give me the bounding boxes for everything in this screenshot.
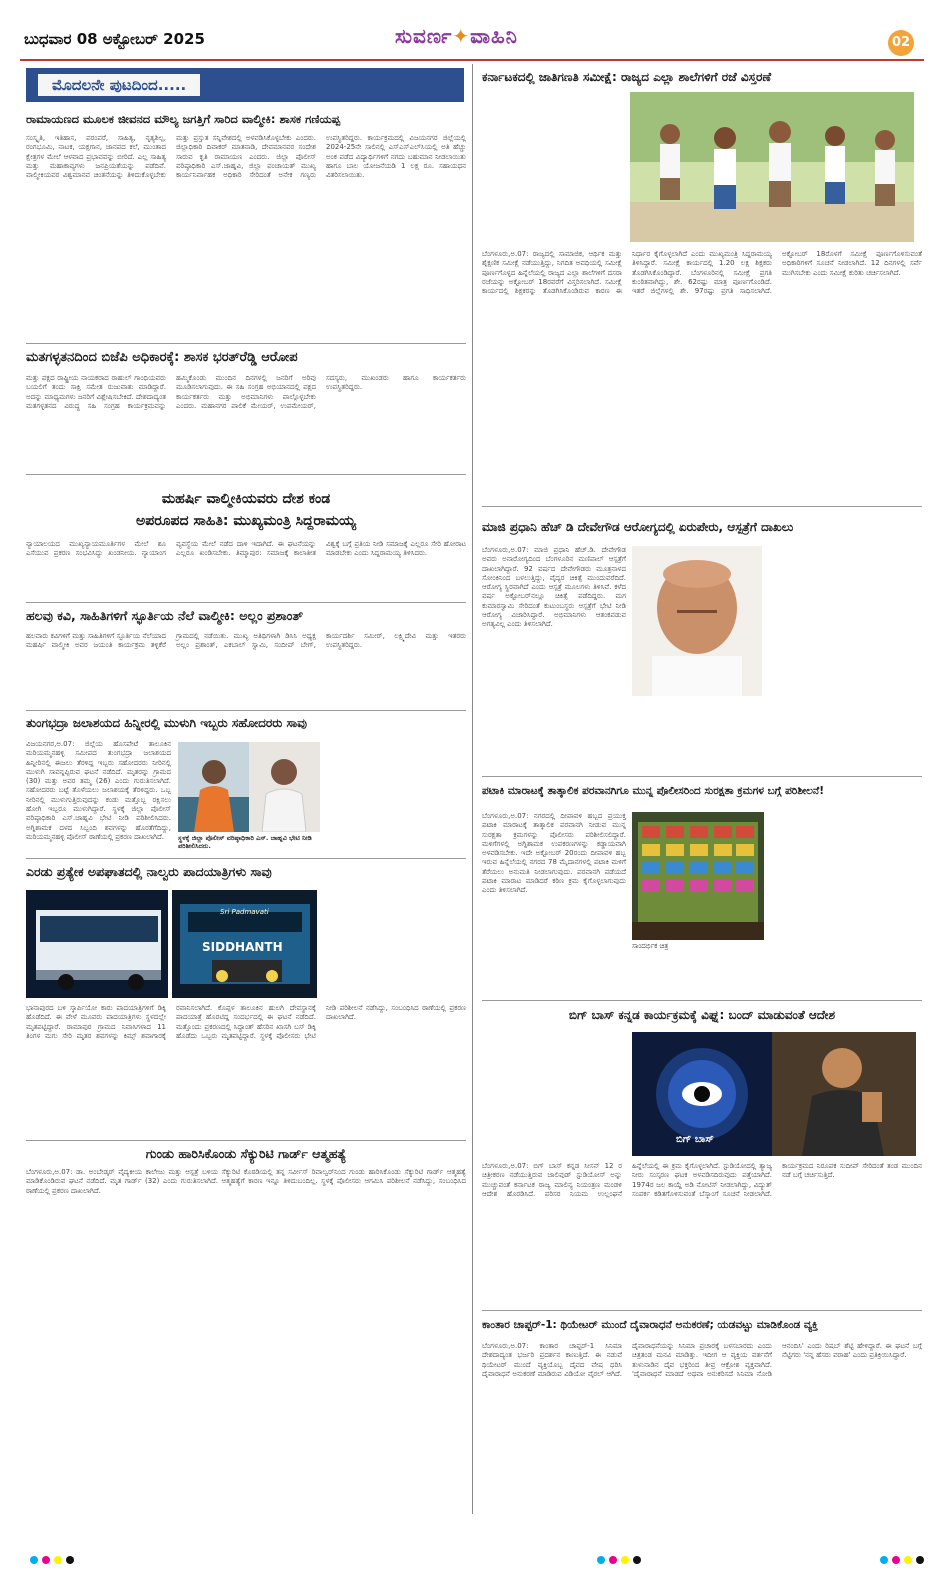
bjp-headline: ಮತಗಳ್ಳತನದಿಂದ ಬಿಜೆಪಿ ಅಧಿಕಾರಕ್ಕೆ: ಶಾಸಕ ಭರತ್‌ರೆಡ್ಡಿ ಆರೋಪ <box>26 350 298 365</box>
separator <box>26 602 466 603</box>
accident-headline: ಎರಡು ಪ್ರತ್ಯೇಕ ಅಪಘಾತದಲ್ಲಿ ನಾಲ್ವರು ಪಾದಯಾತ್ರಿಗಳು ಸಾವು <box>26 864 272 879</box>
survey-headline: ಕರ್ನಾಟಕದಲ್ಲಿ ಜಾತಿಗಣತಿ ಸಮೀಕ್ಷೆ: ರಾಜ್ಯದ ಎಲ್ಲಾ ಶಾಲೆಗಳಿಗೆ ರಜೆ ವಿಸ್ತರಣೆ <box>482 70 772 84</box>
bigboss-headline: ಬಿಗ್ ಬಾಸ್ ಕನ್ನಡ ಕಾರ್ಯಕ್ರಮಕ್ಕೆ ವಿಘ್ನ: ಬಂದ್ ಮಾಡುವಂತೆ ಆದೇಶ <box>568 1008 836 1022</box>
tungabhadra-body-cont <box>326 742 466 852</box>
crackers-photo <box>632 812 764 940</box>
masthead-rule <box>20 59 924 61</box>
bigboss-photo <box>632 1032 916 1156</box>
cm-body: ನ್ಯಾಯಾಲಯದ ಮುಖ್ಯನ್ಯಾಯಮೂರ್ತಿಗಳ ಮೇಲೆ ಶೂ ಎಸೆಯುವ ಪ್ರಕರಣ ಸಂಭವಿಸಿದ್ದು ಖಂಡನೀಯ. ನ್ಯಾಯಾಂಗ ವ್ಯವಸ್ಥೆಯ ಮೇಲೆ ನಡೆದ ದಾಳಿ ಇದಾಗಿದೆ. ಈ ಘಟನೆಯನ್ನು ಎಲ್ಲರೂ ಖಂಡಿಸಬೇಕು. ತಿಮ್ಮಾಪುರ: ಸಮಾಜಕ್ಕೆ ಕಾಲಾತೀತ ವಿಶ್ವಕ್ಕೆ ಬಗ್ಗೆ ಪ್ರತಿಯ ನೀಡಿ ಸಮಾಜಕ್ಕೆ ಎಲ್ಲರೂ ಸೇರಿ ಹೋರಾಟ ಮಾಡಬೇಕು ಎಂದು ಸಿದ್ದರಾಮಯ್ಯ ತಿಳಿಸಿದರು. <box>26 540 466 558</box>
devegowda-body-cont <box>768 546 918 766</box>
section-label: ಮೊದಲನೇ ಪುಟದಿಂದ..... <box>38 74 200 96</box>
separator <box>482 1310 922 1311</box>
logo-emblem-icon: ✦ <box>452 24 471 48</box>
registration-marks-left <box>30 1556 74 1564</box>
separator <box>26 1140 466 1141</box>
section-header <box>26 68 464 102</box>
devegowda-headline: ಮಾಜಿ ಪ್ರಧಾನಿ ಹೆಚ್ ಡಿ ದೇವೇಗೌಡ ಆರೋಗ್ಯದಲ್ಲಿ ಏರುಪೇರು, ಆಸ್ಪತ್ರೆಗೆ ದಾಖಲು <box>482 520 794 534</box>
allam-body: ಹಲವಾರು ಕವಿಗಳಿಗೆ ಮತ್ತು ಸಾಹಿತಿಗಳಿಗೆ ಸ್ಫೂರ್ತಿಯ ನೆಲೆಯಾದ ಮಹರ್ಷಿ ವಾಲ್ಮೀಕಿ ಅವರ ಜಯಂತಿ ಕಾರ್ಯಕ್ರಮ ತಳ್ಳಿಕೆರೆ ಗ್ರಾಮದಲ್ಲಿ ನಡೆಯಿತು. ಮುಖ್ಯ ಅತಿಥಿಗಳಾಗಿ ಡಿಸಿಸಿ ಅಧ್ಯಕ್ಷ ಅಲ್ಲಂ ಪ್ರಶಾಂತ್, ಎಕಬಾಲ್ ಸ್ವಾಮಿ, ಸಂದೀಪ್ ಬೇಗ್, ಕಾರ್ಯದರ್ಶಿ ಸಮೀರ್, ಲಕ್ಷ್ಮಿದೇವಿ ಮತ್ತು ಇತರರು ಉಪಸ್ಥಿತರಿದ್ದರು. <box>26 632 466 650</box>
separator <box>26 858 466 859</box>
issue-date: ಬುಧವಾರ 08 ಅಕ್ಟೋಬರ್ 2025 <box>24 30 205 48</box>
bus-photo-left <box>26 890 168 998</box>
separator <box>26 710 466 711</box>
page-number: 02 <box>888 30 914 56</box>
kantara-headline: ಕಾಂತಾರ ಚಾಪ್ಟರ್-1: ಥಿಯೇಟರ್ ಮುಂದೆ ದೈವಾರಾಧನೆ ಅನುಕರಣೆ; ಯಡವಟ್ಟು ಮಾಡಿಕೊಂಡ ವ್ಯಕ್ತಿ <box>482 1319 818 1331</box>
bjp-body: ಮತ್ತು ಪಕ್ಷದ ರಾಷ್ಟ್ರೀಯ ನಾಯಕರಾದ ರಾಹುಲ್ ಗಾಂಧಿಯವರು ಬಯಲಿಗೆ ತಂದು ಸಾಕ್ಷಿ ಸಮೇತ ರುಜುವಾತು ಮಾಡಿದ್ದಾರೆ. ಅದನ್ನು ಮಾಧ್ಯಮಗಳು ಜನರಿಗೆ ವಿಶ್ಲೇಷಿಸಬೇಕಿದೆ. ದೇಶದಾದ್ಯಂತ ಮತಗಳ್ಳತನದ ವಿರುದ್ಧ ಸಹಿ ಸಂಗ್ರಹ ಕಾರ್ಯಕ್ರಮವನ್ನು ಹಮ್ಮಿಕೊಂಡು ಮುಂದಿನ ದಿನಗಳಲ್ಲಿ ಜನರಿಗೆ ಅರಿವು ಮೂಡಿಸಲಾಗುವುದು. ಈ ಸಹಿ ಸಂಗ್ರಹ ಅಭಿಯಾನದಲ್ಲಿ ಪಕ್ಷದ ಕಾರ್ಯಕರ್ತರು ಮತ್ತು ಅಭಿಮಾನಿಗಳು ಪಾಲ್ಗೊಳ್ಳಬೇಕು ಎಂದರು. ಮಹಾನಗರ ಪಾಲಿಕೆ ಮೇಯರ್, ಉಪಮೇಯರ್, ಸದಸ್ಯರು, ಮುಖಂಡರು ಹಾಗೂ ಕಾರ್ಯಕರ್ತರು ಉಪಸ್ಥಿತರಿದ್ದರು. <box>26 374 466 410</box>
crackers-body-cont <box>770 812 918 992</box>
guard-headline: ಗುಂಡು ಹಾರಿಸಿಕೊಂಡು ಸೆಕ್ಯುರಿಟಿ ಗಾರ್ಡ್ ಆತ್ಮಹತ್ಯೆ <box>145 1146 347 1161</box>
separator <box>482 506 922 507</box>
separator <box>482 1000 922 1001</box>
bus-photo-right <box>172 890 317 998</box>
brothers-photo-caption: ಸ್ಥಳಕ್ಕೆ ಜಿಲ್ಲಾ ಪೊಲೀಸ್ ವರಿಷ್ಠಾಧಿಕಾರಿ ಎಸ್. ಜಾಹ್ನವಿ ಭೇಟಿ ನೀಡಿ ಪರಿಶೀಲಿಸಿದರು. <box>178 834 312 850</box>
crackers-headline: ಪಟಾಕಿ ಮಾರಾಟಕ್ಕೆ ತಾತ್ಕಾಲಿಕ ಪರವಾನಗಿಗೂ ಮುನ್ನ ಪೊಲೀಸರಿಂದ ಸುರಕ್ಷತಾ ಕ್ರಮಗಳ ಬಗ್ಗೆ ಪರಿಶೀಲನೆ! <box>482 785 824 797</box>
column-divider <box>472 64 473 1514</box>
kantara-body: ಬೆಂಗಳೂರು,ಅ.07: ಕಾಂತಾರ ಚಾಪ್ಟರ್-1 ಸಿನಿಮಾ ದೇಶದಾದ್ಯಂತ ಭರ್ಜರಿ ಪ್ರದರ್ಶನ ಕಾಣುತ್ತಿದೆ. ಈ ನಡುವೆ ಥಿಯೇಟರ್ ಮುಂದೆ ವ್ಯಕ್ತಿಯೊಬ್ಬ ದೈವದ ವೇಷ ಧರಿಸಿ ದೈವಾರಾಧನೆ ಅನುಕರಣೆ ಮಾಡಿರುವ ವಿಡಿಯೋ ವೈರಲ್ ಆಗಿದೆ. ದೈವಾರಾಧನೆಯನ್ನು ಸಿನಿಮಾ ಪ್ರಚಾರಕ್ಕೆ ಬಳಸಬಾರದು ಎಂದು ಚಿತ್ರತಂಡ ಮನವಿ ಮಾಡಿತ್ತು. ಇದೀಗ ಆ ವ್ಯಕ್ತಿಯ ವರ್ತನೆಗೆ ತುಳುನಾಡಿನ ದೈವ ಭಕ್ತರಿಂದ ತೀವ್ರ ಆಕ್ರೋಶ ವ್ಯಕ್ತವಾಗಿದೆ. 'ದೈವಾರಾಧನೆ ಮಾಡದೆ ಅಥವಾ ಅನುಕರಿಸದೆ ಸಿನಿಮಾ ನೋಡಿ ಆನಂದಿಸಿ' ಎಂದು ರಿಷಬ್ ಶೆಟ್ಟಿ ಹೇಳಿದ್ದಾರೆ. ಈ ಘಟನೆ ಬಗ್ಗೆ ನೆಟ್ಟಿಗರು 'ನನ್ನ ಹೆಸರು ವರಾಹ' ಎಂದು ಪ್ರತಿಕ್ರಿಯಿಸಿದ್ದಾರೆ. <box>482 1342 922 1378</box>
bigboss-body-intro <box>482 1032 626 1156</box>
bigboss-body: ಬೆಂಗಳೂರು,ಅ.07: ಬಿಗ್ ಬಾಸ್ ಕನ್ನಡ ಸೀಸನ್ 12 ರ ಚಿತ್ರೀಕರಣ ನಡೆಯುತ್ತಿರುವ ಜಾಲಿವುಡ್ ಸ್ಟುಡಿಯೋಸ್ ಅನ್ನು ಮುಚ್ಚುವಂತೆ ಕರ್ನಾಟಕ ರಾಜ್ಯ ಮಾಲಿನ್ಯ ನಿಯಂತ್ರಣ ಮಂಡಳಿ ಆದೇಶ ಹೊರಡಿಸಿದೆ. ಪರಿಸರ ನಿಯಮ ಉಲ್ಲಂಘನೆ ಹಿನ್ನೆಲೆಯಲ್ಲಿ ಈ ಕ್ರಮ ಕೈಗೊಳ್ಳಲಾಗಿದೆ. ಸ್ಟುಡಿಯೋದಲ್ಲಿ ತ್ಯಾಜ್ಯ ನೀರು ಸಂಸ್ಕರಣ ಘಟಕ ಅಳವಡಿಸದಿರುವುದು ಪತ್ತೆಯಾಗಿದೆ. 1974ರ ಜಲ ಕಾಯ್ದೆ ಅಡಿ ನೋಟಿಸ್ ನೀಡಲಾಗಿದ್ದು, ವಿದ್ಯುತ್ ಸಂಪರ್ಕ ಕಡಿತಗೊಳಿಸುವಂತೆ ಬೆಸ್ಕಾಂಗೆ ಸೂಚನೆ ನೀಡಲಾಗಿದೆ. ಕಾರ್ಯಕ್ರಮದ ನಿರೂಪಕ ಸುದೀಪ್ ಸೇರಿದಂತೆ ತಂಡ ಮುಂದಿನ ನಡೆ ಬಗ್ಗೆ ಚರ್ಚಿಸುತ್ತಿದೆ. <box>482 1162 922 1198</box>
tungabhadra-body: ವಿಜಯನಗರ,ಅ.07: ಜಿಲ್ಲೆಯ ಹೊಸಪೇಟೆ ತಾಲೂಕಿನ ಮರಿಯಮ್ಮನಹಳ್ಳಿ ಸಮೀಪದ ತುಂಗಭದ್ರಾ ಜಲಾಶಯದ ಹಿನ್ನೀರಿನಲ್ಲಿ ಈಜಲು ತೆರಳಿದ್ದ ಇಬ್ಬರು ಸಹೋದರರು ನೀರಿನಲ್ಲಿ ಮುಳುಗಿ ಸಾವನ್ನಪ್ಪಿರುವ ಘಟನೆ ನಡೆದಿದೆ. ಮೃತರನ್ನು ಗ್ರಾಮದ (30) ಮತ್ತು ಅವರ ತಮ್ಮ (26) ಎಂದು ಗುರುತಿಸಲಾಗಿದೆ. ಸಹೋದರರು ಬಟ್ಟೆ ತೊಳೆಯಲು ಜಲಾಶಯಕ್ಕೆ ತೆರಳಿದ್ದರು. ಒಬ್ಬ ನೀರಿನಲ್ಲಿ ಮುಳುಗುತ್ತಿರುವುದನ್ನು ಕಂಡು ಮತ್ತೊಬ್ಬ ರಕ್ಷಿಸಲು ಹೋಗಿ ಇಬ್ಬರೂ ಮುಳುಗಿದ್ದಾರೆ. ಸ್ಥಳಕ್ಕೆ ಜಿಲ್ಲಾ ಪೊಲೀಸ್ ವರಿಷ್ಠಾಧಿಕಾರಿ ಎಸ್.ಜಾಹ್ನವಿ ಭೇಟಿ ನೀಡಿ ಪರಿಶೀಲಿಸಿದರು. ಅಗ್ನಿಶಾಮಕ ದಳದ ಸಿಬ್ಬಂದಿ ಶವಗಳನ್ನು ಹೊರತೆಗೆದಿದ್ದು, ಮರಿಯಮ್ಮನಹಳ್ಳಿ ಪೊಲೀಸ್ ಠಾಣೆಯಲ್ಲಿ ಪ್ರಕರಣ ದಾಖಲಾಗಿದೆ. <box>26 740 171 841</box>
survey-body: ಬೆಂಗಳೂರು,ಅ.07: ರಾಜ್ಯದಲ್ಲಿ ಸಾಮಾಜಿಕ, ಆರ್ಥಿಕ ಮತ್ತು ಶೈಕ್ಷಣಿಕ ಸಮೀಕ್ಷೆ ನಡೆಯುತ್ತಿದ್ದು, ನಿಗದಿತ ಅವಧಿಯಲ್ಲಿ ಸಮೀಕ್ಷೆ ಪೂರ್ಣಗೊಳ್ಳದ ಹಿನ್ನೆಲೆಯಲ್ಲಿ ರಾಜ್ಯದ ಎಲ್ಲಾ ಶಾಲೆಗಳಿಗೆ ದಸರಾ ರಜೆಯನ್ನು ಅಕ್ಟೋಬರ್ 18ರವರೆಗೆ ವಿಸ್ತರಿಸಲಾಗಿದೆ. ಸಮೀಕ್ಷೆ ಕಾರ್ಯದಲ್ಲಿ ಶಿಕ್ಷಕರನ್ನು ತೊಡಗಿಸಿಕೊಂಡಿರುವ ಕಾರಣ ಈ ನಿರ್ಧಾರ ಕೈಗೊಳ್ಳಲಾಗಿದೆ ಎಂದು ಮುಖ್ಯಮಂತ್ರಿ ಸಿದ್ದರಾಮಯ್ಯ ತಿಳಿಸಿದ್ದಾರೆ. ಸಮೀಕ್ಷೆ ಕಾರ್ಯದಲ್ಲಿ 1.20 ಲಕ್ಷ ಶಿಕ್ಷಕರು ತೊಡಗಿಸಿಕೊಂಡಿದ್ದಾರೆ. ಬೆಂಗಳೂರಿನಲ್ಲಿ ಸಮೀಕ್ಷೆ ಪ್ರಗತಿ ಕುಂಠಿತವಾಗಿದ್ದು, ಶೇ. 62ರಷ್ಟು ಮಾತ್ರ ಪೂರ್ಣಗೊಂಡಿದೆ. ಇತರೆ ಜಿಲ್ಲೆಗಳಲ್ಲಿ ಶೇ. 97ರಷ್ಟು ಪ್ರಗತಿ ಸಾಧಿಸಲಾಗಿದೆ. ಅಕ್ಟೋಬರ್ 18ರೊಳಗೆ ಸಮೀಕ್ಷೆ ಪೂರ್ಣಗೊಳಿಸುವಂತೆ ಅಧಿಕಾರಿಗಳಿಗೆ ಸೂಚನೆ ನೀಡಲಾಗಿದೆ. 12 ದಿನಗಳಲ್ಲಿ ಸರ್ವೆ ಮುಗಿಸಬೇಕು ಎಂದು ಸಮೀಕ್ಷೆ ಕುರಿತು ಚರ್ಚಿಸಲಾಗಿದೆ. <box>482 250 922 296</box>
crackers-body: ಬೆಂಗಳೂರು,ಅ.07: ನಗರದಲ್ಲಿ ದೀಪಾವಳಿ ಹಬ್ಬದ ಪ್ರಯುಕ್ತ ಪಟಾಕಿ ಮಾರಾಟಕ್ಕೆ ತಾತ್ಕಾಲಿಕ ಪರವಾನಗಿ ನೀಡುವ ಮುನ್ನ ಸುರಕ್ಷತಾ ಕ್ರಮಗಳನ್ನು ಪೊಲೀಸರು ಪರಿಶೀಲಿಸಲಿದ್ದಾರೆ. ಮಳಿಗೆಗಳಲ್ಲಿ ಅಗ್ನಿಶಾಮಕ ಉಪಕರಣಗಳನ್ನು ಕಡ್ಡಾಯವಾಗಿ ಅಳವಡಿಸಬೇಕು. ಇದೇ ಅಕ್ಟೋಬರ್ 20ರಂದು ದೀಪಾವಳಿ ಹಬ್ಬ ಇರುವ ಹಿನ್ನೆಲೆಯಲ್ಲಿ ನಗರದ 78 ಮೈದಾನಗಳಲ್ಲಿ ಪಟಾಕಿ ಮಳಿಗೆ ತೆರೆಯಲು ಅನುಮತಿ ನೀಡಲಾಗುವುದು. ಪರವಾನಗಿ ಪಡೆಯದೆ ಪಟಾಕಿ ಮಾರಾಟ ಮಾಡಿದರೆ ಕಠಿಣ ಕ್ರಮ ಕೈಗೊಳ್ಳಲಾಗುವುದು ಎಂದು ತಿಳಿಸಲಾಗಿದೆ. <box>482 812 626 895</box>
registration-marks-right <box>880 1556 924 1564</box>
devegowda-photo <box>632 546 762 696</box>
survey-body-intro <box>482 92 624 242</box>
brothers-photo <box>178 742 320 832</box>
students-photo <box>630 92 914 242</box>
cm-headline-1: ಮಹರ್ಷಿ ವಾಲ್ಮೀಕಿಯವರು ದೇಶ ಕಂಡ <box>161 491 331 507</box>
bus-sub-text: Sri Padmavati <box>220 908 269 916</box>
masthead <box>0 0 945 62</box>
separator <box>482 776 922 777</box>
bus-name-text: SIDDHANTH <box>202 940 283 954</box>
tungabhadra-headline: ತುಂಗಭದ್ರಾ ಜಲಾಶಯದ ಹಿನ್ನೀರಲ್ಲಿ ಮುಳುಗಿ ಇಬ್ಬರು ಸಹೋದರರು ಸಾವು <box>26 716 307 730</box>
logo-right: ವಾಹಿನಿ <box>470 24 518 48</box>
accident-body: ಭಾನಾಪುರದ ಬಳಿ ಸ್ಕಾರ್ಪಿಯೋ ಕಾರು ಪಾದಯಾತ್ರಿಗಳಿಗೆ ಡಿಕ್ಕಿ ಹೊಡೆದಿದೆ. ಈ ವೇಳೆ ಮೂವರು ಪಾದಯಾತ್ರಿಗಳು ಸ್ಥಳದಲ್ಲೇ ಮೃತಪಟ್ಟಿದ್ದಾರೆ. ರಾಮಾಪುರ ಗ್ರಾಮದ ನಿವಾಸಿಗಳಾದ 11 ತಿಂಗಳ ಮಗು ಸೇರಿ ಮೃತರ ಶವಗಳನ್ನು ಕಿಮ್ಸ್ ಶವಾಗಾರಕ್ಕೆ ರವಾನಿಸಲಾಗಿದೆ. ಕೊಪ್ಪಳ ತಾಲೂಕಿನ ಹುಲಗಿ ದೇವಸ್ಥಾನಕ್ಕೆ ಪಾದಯಾತ್ರೆ ಹೊರಟಿದ್ದ ಸಂದರ್ಭದಲ್ಲಿ ಈ ಘಟನೆ ನಡೆದಿದೆ. ಮತ್ತೊಂದು ಪ್ರಕರಣದಲ್ಲಿ ಸಿದ್ಧಾಂತ್ ಹೆಸರಿನ ಖಾಸಗಿ ಬಸ್ ಡಿಕ್ಕಿ ಹೊಡೆದು ಒಬ್ಬರು ಮೃತಪಟ್ಟಿದ್ದಾರೆ. ಸ್ಥಳಕ್ಕೆ ಪೊಲೀಸರು ಭೇಟಿ ನೀಡಿ ಪರಿಶೀಲನೆ ನಡೆಸಿದ್ದು, ಸಂಬಂಧಿಸಿದ ಠಾಣೆಯಲ್ಲಿ ಪ್ರಕರಣ ದಾಖಲಾಗಿದೆ. <box>26 1004 466 1040</box>
accident-body-side <box>322 890 466 998</box>
guard-body: ಬೆಂಗಳೂರು,ಅ.07: ಡಾ. ಅಂಬೇಡ್ಕರ್ ವೈದ್ಯಕೀಯ ಕಾಲೇಜು ಮತ್ತು ಆಸ್ಪತ್ರೆ ಬಳಿಯ ಸೆಕ್ಯುರಿಟಿ ಕೊಠಡಿಯಲ್ಲಿ ತನ್ನ ಸರ್ವೀಸ್ ರಿವಾಲ್ವರ್‌ನಿಂದ ಗುಂಡು ಹಾರಿಸಿಕೊಂಡು ಸೆಕ್ಯುರಿಟಿ ಗಾರ್ಡ್ ಆತ್ಮಹತ್ಯೆ ಮಾಡಿಕೊಂಡಿರುವ ಘಟನೆ ನಡೆದಿದೆ. ಮೃತ ಗಾರ್ಡ್ (32) ಎಂದು ಗುರುತಿಸಲಾಗಿದೆ. ಆತ್ಮಹತ್ಯೆಗೆ ಕಾರಣ ಇನ್ನೂ ತಿಳಿದುಬಂದಿಲ್ಲ. ಸ್ಥಳಕ್ಕೆ ಪೊಲೀಸರು ಆಗಮಿಸಿ ಪರಿಶೀಲನೆ ನಡೆಸಿದ್ದು, ಸಂಬಂಧಿಸಿದ ಠಾಣೆಯಲ್ಲಿ ಪ್ರಕರಣ ದಾಖಲಾಗಿದೆ. <box>26 1168 466 1195</box>
registration-marks-center <box>597 1556 641 1564</box>
separator <box>26 343 466 344</box>
bigboss-logo-text: ಬಿಗ್ ಬಾಸ್ <box>676 1134 714 1145</box>
logo-left: ಸುವರ್ಣ <box>395 24 453 48</box>
crackers-caption: ಸಾಂದರ್ಭಿಕ ಚಿತ್ರ <box>632 942 669 950</box>
devegowda-body: ಬೆಂಗಳೂರು,ಅ.07: ಮಾಜಿ ಪ್ರಧಾನಿ ಹೆಚ್.ಡಿ. ದೇವೇಗೌಡ ಅವರು ಅನಾರೋಗ್ಯದಿಂದ ಬೆಂಗಳೂರಿನ ಮಣಿಪಾಲ್ ಆಸ್ಪತ್ರೆಗೆ ದಾಖಲಾಗಿದ್ದಾರೆ. 92 ವರ್ಷದ ದೇವೇಗೌಡರು ಮೂತ್ರನಾಳದ ಸೋಂಕಿನಿಂದ ಬಳಲುತ್ತಿದ್ದು, ವೈದ್ಯರ ಚಿಕಿತ್ಸೆ ಮುಂದುವರೆದಿದೆ. ಆರೋಗ್ಯ ಸ್ಥಿರವಾಗಿದೆ ಎಂದು ಆಸ್ಪತ್ರೆ ಮೂಲಗಳು ತಿಳಿಸಿವೆ. ಕಳೆದ ವರ್ಷ ಅಕ್ಟೋಬರ್‌ನಲ್ಲೂ ಚಿಕಿತ್ಸೆ ಪಡೆದಿದ್ದರು. ಮಗ ಕುಮಾರಸ್ವಾಮಿ ಸೇರಿದಂತೆ ಕುಟುಂಬಸ್ಥರು ಆಸ್ಪತ್ರೆಗೆ ಭೇಟಿ ನೀಡಿ ಆರೋಗ್ಯ ವಿಚಾರಿಸಿದ್ದಾರೆ. ಅಭಿಮಾನಿಗಳು ಆತಂಕಪಡುವ ಅಗತ್ಯವಿಲ್ಲ ಎಂದು ತಿಳಿಸಲಾಗಿದೆ. <box>482 546 626 629</box>
ramayana-headline: ರಾಮಾಯಣದ ಮೂಲಕ ಜೀವನದ ಮೌಲ್ಯ ಜಗತ್ತಿಗೆ ಸಾರಿದ ವಾಲ್ಮೀಕಿ: ಶಾಸಕ ಗಣಿಯಪ್ಪ <box>26 112 341 126</box>
cm-headline-2: ಅಪರೂಪದ ಸಾಹಿತಿ: ಮುಖ್ಯಮಂತ್ರಿ ಸಿದ್ದರಾಮಯ್ಯ <box>136 513 356 529</box>
ramayana-body: ಸಂಸ್ಕೃತಿ, ಇತಿಹಾಸ, ಪರಂಪರೆ, ಸಾಹಿತ್ಯ, ನೃತ್ಯಶಿಲ್ಪ, ರಂಗಭೂಮಿ, ನಾಟಕ, ಯಕ್ಷಗಾನ, ಜಾನಪದ ಕಲೆ, ಮುಂತಾದ ಕ್ಷೇತ್ರಗಳ ಮೇಲೆ ಆಳವಾದ ಪ್ರಭಾವವನ್ನು ಬೀರಿದೆ. ಎಲ್ಲ ಸಾಹಿತ್ಯ ಮತ್ತು ಮಹಾಕಾವ್ಯಗಳು ಜನಪ್ರಿಯತೆಯನ್ನು ಪಡೆದಿವೆ. ವಾಲ್ಮೀಕಿಯವರ ವಿಶ್ವಮಾನವ ಚಿಂತನೆಯನ್ನು ತಿಳಿದುಕೊಳ್ಳಬೇಕು ಮತ್ತು ಪ್ರಸ್ತುತ ಸನ್ನಿವೇಶದಲ್ಲಿ ಅಳವಡಿಸಿಕೊಳ್ಳಬೇಕು ಎಂದರು. ಜಿಲ್ಲಾಧಿಕಾರಿ ದಿವಾಕರ್ ಮಾತನಾಡಿ, ದೇವಮಾನವರ ಸಂದೇಶ ಸಾರುವ ಕೃತಿ ರಾಮಾಯಣ ಎಂದರು. ಜಿಲ್ಲಾ ಪೊಲೀಸ್ ವರಿಷ್ಠಾಧಿಕಾರಿ ಎಸ್.ಜಾಹ್ನವಿ, ಜಿಲ್ಲಾ ಪಂಚಾಯತ್ ಮುಖ್ಯ ಕಾರ್ಯನಿರ್ವಾಹಕ ಅಧಿಕಾರಿ ಸೇರಿದಂತೆ ಅನೇಕ ಗಣ್ಯರು ಉಪಸ್ಥಿತರಿದ್ದರು. ಕಾರ್ಯಕ್ರಮದಲ್ಲಿ ವಿಜಯನಗರ ಜಿಲ್ಲೆಯಲ್ಲಿ 2024-25ನೇ ಸಾಲಿನಲ್ಲಿ ಎಸ್ಎಸ್ಎಲ್‌ಸಿಯಲ್ಲಿ ಅತಿ ಹೆಚ್ಚು ಅಂಕ ಪಡೆದ ವಿದ್ಯಾರ್ಥಿಗಳಿಗೆ ನಗದು ಬಹುಮಾನ ನೀಡಲಾಯಿತು ಹಾಗೂ ಬಾಲ ಯೋಜನೆಯಡಿ 1 ಲಕ್ಷ ರೂ. ಸಹಾಯಧನ ವಿತರಿಸಲಾಯಿತು. <box>26 134 466 180</box>
allam-headline: ಹಲವು ಕವಿ, ಸಾಹಿತಿಗಳಿಗೆ ಸ್ಫೂರ್ತಿಯ ನೆಲೆ ವಾಲ್ಮೀಕಿ: ಅಲ್ಲಂ ಪ್ರಶಾಂತ್ <box>26 608 304 623</box>
newspaper-logo <box>395 24 518 48</box>
separator <box>26 474 466 475</box>
